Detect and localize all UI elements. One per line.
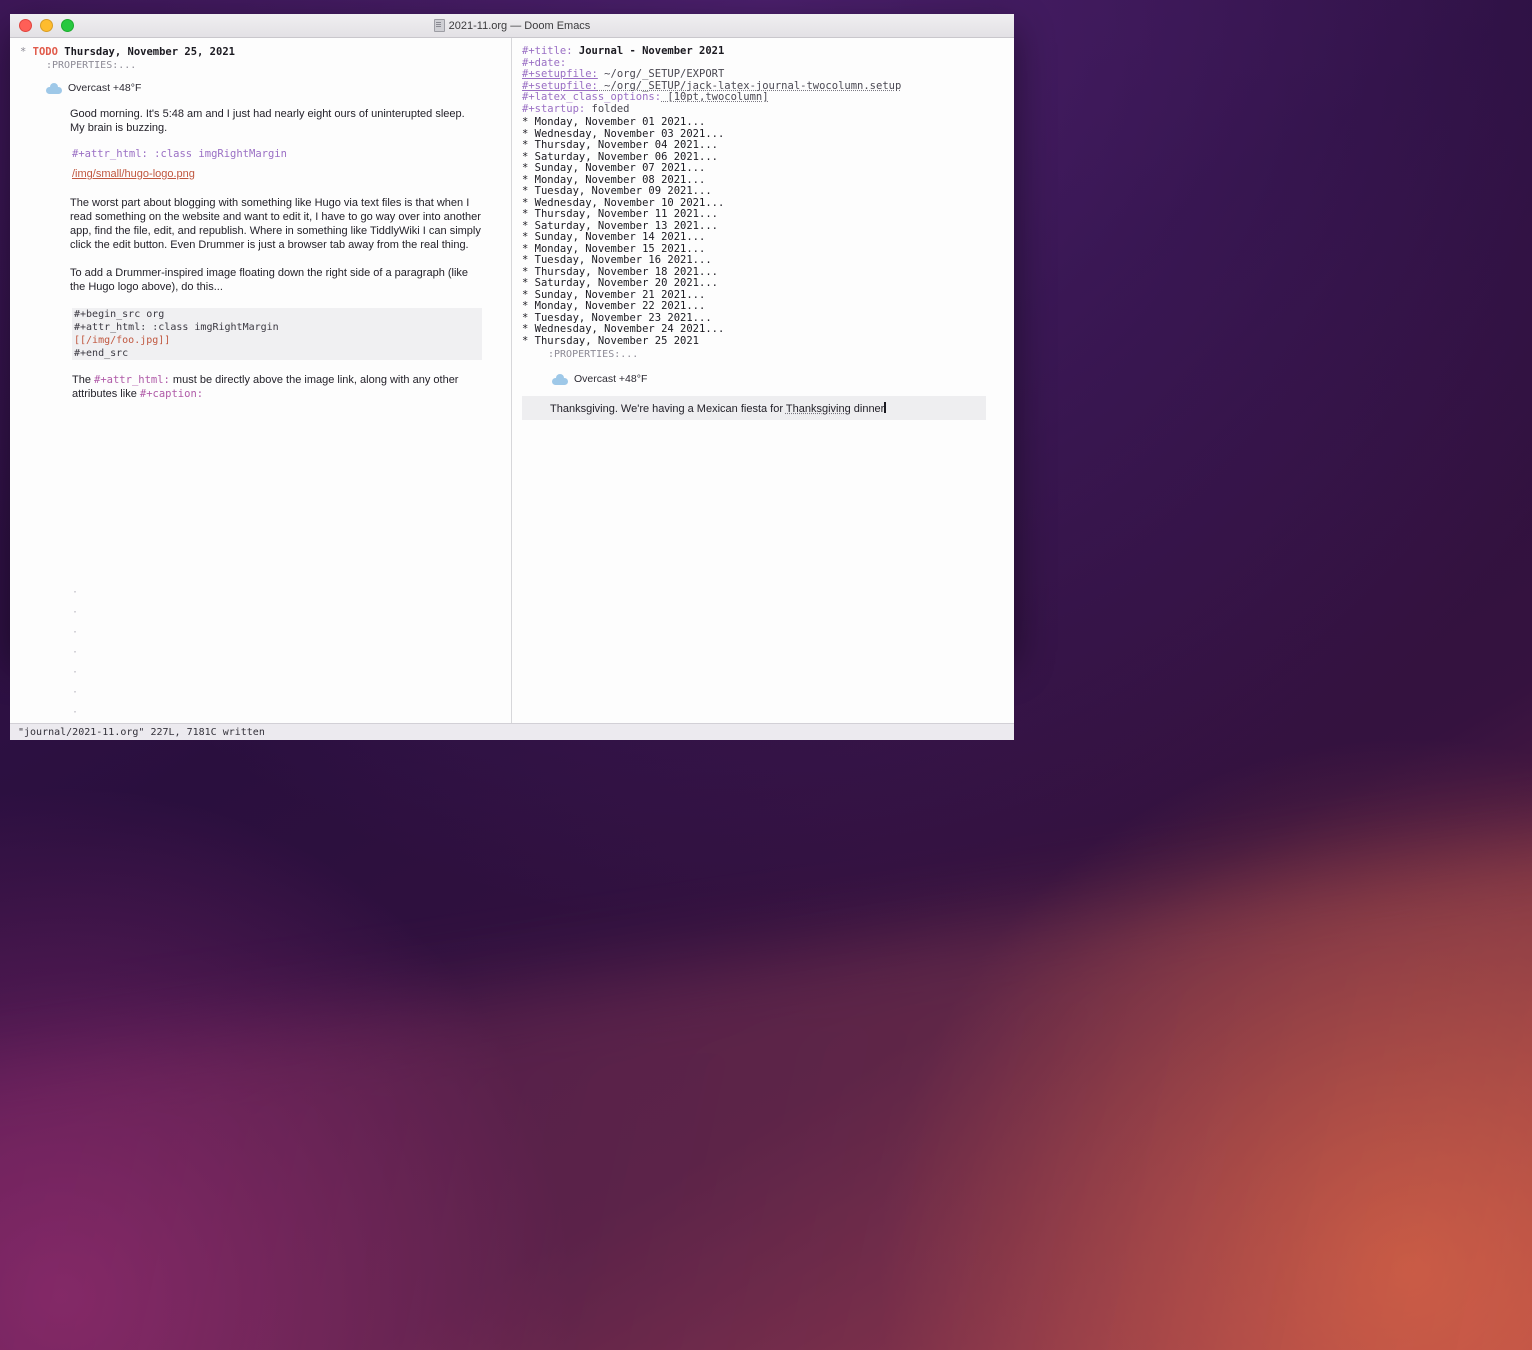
paragraph-3: To add a Drummer-inspired image floating down the right side of a paragraph (like the Hugo logo above), do this...	[70, 267, 469, 293]
current-line-entry[interactable]	[522, 396, 986, 420]
folded-heading[interactable]: * Thursday, November 18 2021...	[522, 265, 718, 278]
emacs-frame	[10, 38, 1014, 723]
org-file-header	[522, 46, 1004, 115]
paragraph-2: The worst part about blogging with something like Hugo via text files is that when I read something on the website and want to edit it, I have to go way over into another app, find the file, edit, and republish. Where in something like TiddlyWiki I can simply click the edit button. Even Drummer is just a browser tab away from the real thing.	[70, 197, 481, 251]
setupfile-value-1: ~/org/_SETUP/EXPORT	[597, 68, 725, 80]
folded-heading[interactable]: * Wednesday, November 03 2021...	[522, 127, 725, 140]
keyword-date: #+date:	[522, 56, 567, 69]
status-modeline	[10, 723, 1014, 740]
cloud-icon	[552, 374, 568, 385]
heading-text: Thursday, November 25, 2021	[64, 46, 235, 58]
window-titlebar[interactable]	[10, 14, 1014, 38]
weather-text-right: Overcast +48°F	[574, 373, 648, 385]
folded-heading[interactable]: * Wednesday, November 10 2021...	[522, 196, 725, 209]
right-editor-pane[interactable]	[512, 38, 1014, 723]
empty-line-marker: ·	[72, 627, 79, 638]
folded-heading[interactable]: * Thursday, November 04 2021...	[522, 139, 718, 151]
weather-text: Overcast +48°F	[68, 82, 142, 94]
window-controls[interactable]	[10, 19, 74, 32]
keyword-latex-class-options: #+latex_class_options:	[522, 91, 662, 103]
folded-heading[interactable]: * Monday, November 01 2021...	[522, 116, 706, 128]
src-end-line: #+end_src	[72, 347, 482, 360]
emacs-window	[10, 14, 1014, 738]
closing-note-mid: must be directly above the image link, along with any other attributes like	[72, 374, 459, 400]
todo-keyword[interactable]: TODO	[32, 46, 58, 58]
image-link[interactable]: /img/small/hugo-logo.png	[72, 168, 195, 180]
properties-drawer[interactable]: :PROPERTIES:...	[46, 60, 137, 71]
source-block[interactable]	[72, 308, 482, 360]
attr-html-line[interactable]: #+attr_html: :class imgRightMargin	[72, 148, 287, 160]
folded-heading-list[interactable]	[522, 117, 1004, 347]
heading-bullet: *	[20, 46, 27, 58]
folded-heading[interactable]: * Tuesday, November 16 2021...	[522, 254, 712, 266]
empty-line-marker: ·	[72, 667, 79, 678]
org-heading[interactable]	[20, 46, 501, 59]
title-value: Journal - November 2021	[572, 45, 725, 57]
cloud-icon	[46, 83, 62, 94]
minimize-button[interactable]	[40, 19, 53, 32]
src-attr-line: #+attr_html: :class imgRightMargin	[72, 321, 482, 334]
folded-heading[interactable]: * Tuesday, November 23 2021...	[522, 311, 712, 324]
folded-heading[interactable]: * Sunday, November 07 2021...	[522, 162, 706, 174]
keyword-setupfile: #+setupfile:	[522, 68, 598, 80]
header-line-title[interactable]	[522, 46, 1004, 58]
window-title-text: 2021-11.org — Doom Emacs	[448, 19, 591, 32]
image-link-line[interactable]	[72, 164, 501, 182]
paragraph-1: Good morning. It's 5:48 am and I just had nearly eight ours of uninterupted sleep. My brain is buzzing.	[70, 108, 465, 134]
closing-note	[72, 373, 472, 401]
setupfile-value-2: ~/org/_SETUP/jack-latex-journal-twocolumn.setup	[597, 79, 902, 92]
empty-line-marker: ·	[72, 607, 79, 618]
folded-heading[interactable]: * Monday, November 08 2021...	[522, 173, 706, 186]
left-editor-pane[interactable]	[10, 38, 512, 723]
inline-code-caption: #+caption:	[139, 388, 204, 400]
inline-code-attr: #+attr_html:	[94, 374, 170, 386]
modeline-text: "journal/2021-11.org" 227L, 7181C written	[18, 726, 265, 738]
folded-heading[interactable]: * Saturday, November 13 2021...	[522, 219, 718, 232]
empty-line-marker: ·	[72, 647, 79, 658]
weather-row-right	[552, 373, 1004, 385]
folded-heading[interactable]: * Tuesday, November 09 2021...	[522, 185, 712, 197]
keyword-setupfile: #+setupfile:	[522, 79, 598, 92]
document-icon	[434, 19, 445, 32]
folded-heading[interactable]: * Thursday, November 11 2021...	[522, 208, 718, 220]
zoom-button[interactable]	[61, 19, 74, 32]
close-button[interactable]	[19, 19, 32, 32]
folded-heading[interactable]: * Saturday, November 20 2021...	[522, 277, 718, 289]
window-title	[10, 19, 1014, 32]
startup-value: folded	[585, 102, 630, 115]
empty-line-marker: ·	[72, 587, 79, 598]
folded-heading[interactable]: * Wednesday, November 24 2021...	[522, 323, 725, 335]
folded-heading[interactable]: * Monday, November 22 2021...	[522, 300, 706, 312]
folded-heading[interactable]: * Monday, November 15 2021...	[522, 242, 706, 255]
properties-drawer-right[interactable]: :PROPERTIES:...	[548, 349, 639, 360]
closing-note-pre: The	[72, 374, 95, 386]
keyword-title: #+title:	[522, 45, 573, 57]
entry-text-post: dinner	[850, 403, 885, 415]
src-begin-line: #+begin_src org	[72, 308, 482, 321]
empty-line-marker: ·	[72, 687, 79, 698]
weather-row-left	[46, 82, 501, 94]
src-image-link[interactable]: [[/img/foo.jpg]]	[72, 334, 482, 347]
header-line-startup[interactable]	[522, 104, 1004, 116]
folded-heading[interactable]: * Saturday, November 06 2021...	[522, 150, 718, 163]
keyword-startup: #+startup:	[522, 102, 586, 115]
current-heading[interactable]: * Thursday, November 25 2021	[522, 334, 700, 347]
entry-text-pre: Thanksgiving. We're having a Mexican fiesta for	[550, 403, 786, 415]
folded-heading[interactable]: * Sunday, November 21 2021...	[522, 288, 706, 301]
empty-line-marker: ·	[72, 707, 79, 718]
text-cursor	[884, 402, 886, 413]
folded-heading[interactable]: * Sunday, November 14 2021...	[522, 231, 706, 243]
latex-class-options-value: [10pt,twocolumn]	[661, 91, 769, 103]
empty-line-markers	[20, 583, 501, 723]
misspelled-word: Thanksgiving	[785, 403, 851, 415]
